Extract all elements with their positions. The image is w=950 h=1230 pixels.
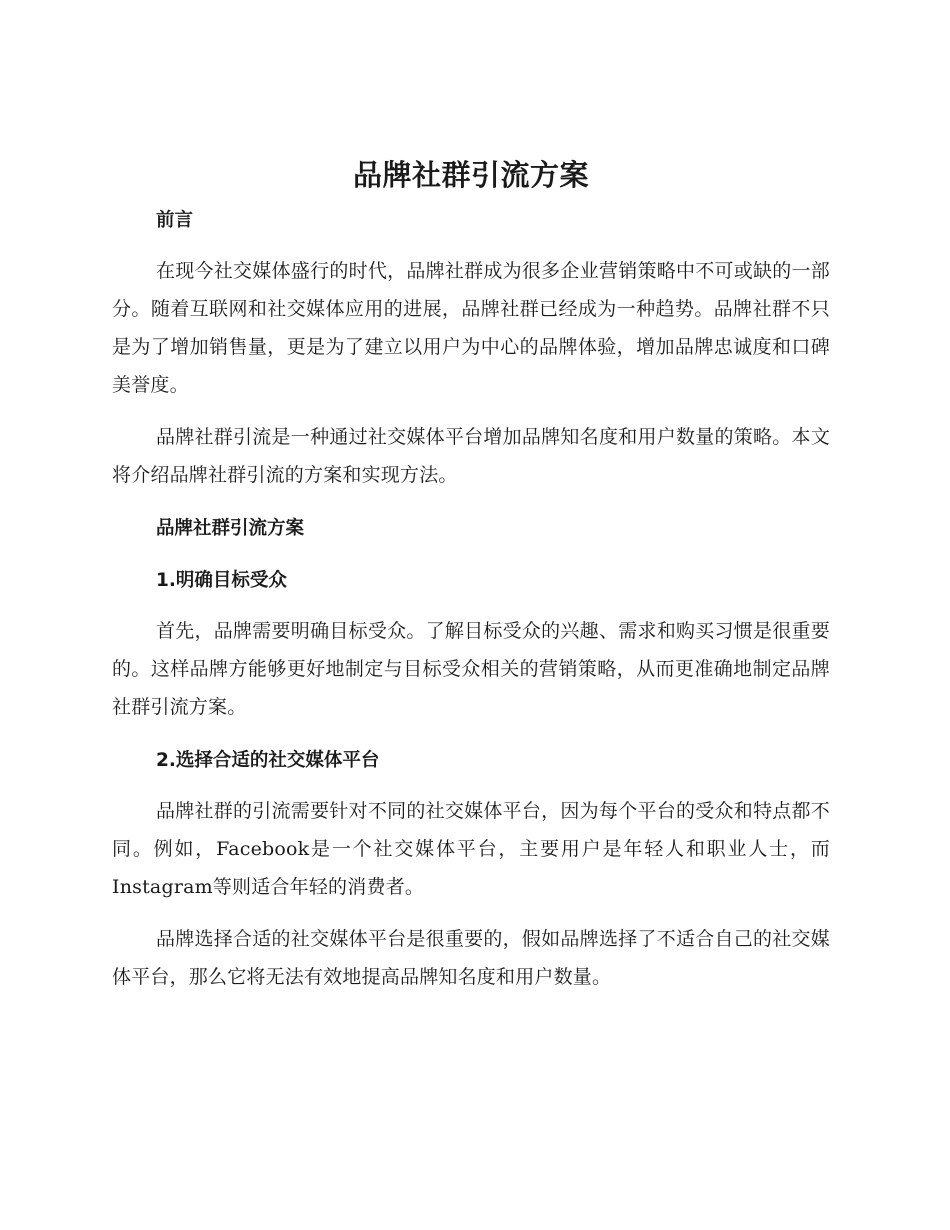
section-2-paragraph-1: 品牌社群的引流需要针对不同的社交媒体平台，因为每个平台的受众和特点都不同。例如，Facebook是一个社交媒体平台，主要用户是年轻人和职业人士，而Instagram等则适合年轻的消费者。 [112, 800, 830, 898]
plan-heading: 品牌社群引流方案 [156, 518, 305, 539]
section-1-heading: 1.明确目标受众 [156, 570, 287, 591]
document-title: 品牌社群引流方案 [352, 158, 589, 192]
preface-heading: 前言 [156, 210, 194, 231]
preface-paragraph-2: 品牌社群引流是一种通过社交媒体平台增加品牌知名度和用户数量的策略。本文将介绍品牌社群引流的方案和实现方法。 [112, 426, 830, 486]
section-2-paragraph-2: 品牌选择合适的社交媒体平台是很重要的，假如品牌选择了不适合自己的社交媒体平台，那么它将无法有效地提高品牌知名度和用户数量。 [112, 928, 830, 988]
preface-paragraph-1: 在现今社交媒体盛行的时代，品牌社群成为很多企业营销策略中不可或缺的一部分。随着互联网和社交媒体应用的进展，品牌社群已经成为一种趋势。品牌社群不只是为了增加销售量，更是为了建立以用户为中心的品牌体验，增加品牌忠诚度和口碑美誉度。 [112, 260, 830, 396]
section-1-paragraph-1: 首先，品牌需要明确目标受众。了解目标受众的兴趣、需求和购买习惯是很重要的。这样品牌方能够更好地制定与目标受众相关的营销策略，从而更准确地制定品牌社群引流方案。 [112, 620, 830, 718]
document-body [112, 150, 830, 996]
section-2-heading: 2.选择合适的社交媒体平台 [156, 750, 380, 771]
